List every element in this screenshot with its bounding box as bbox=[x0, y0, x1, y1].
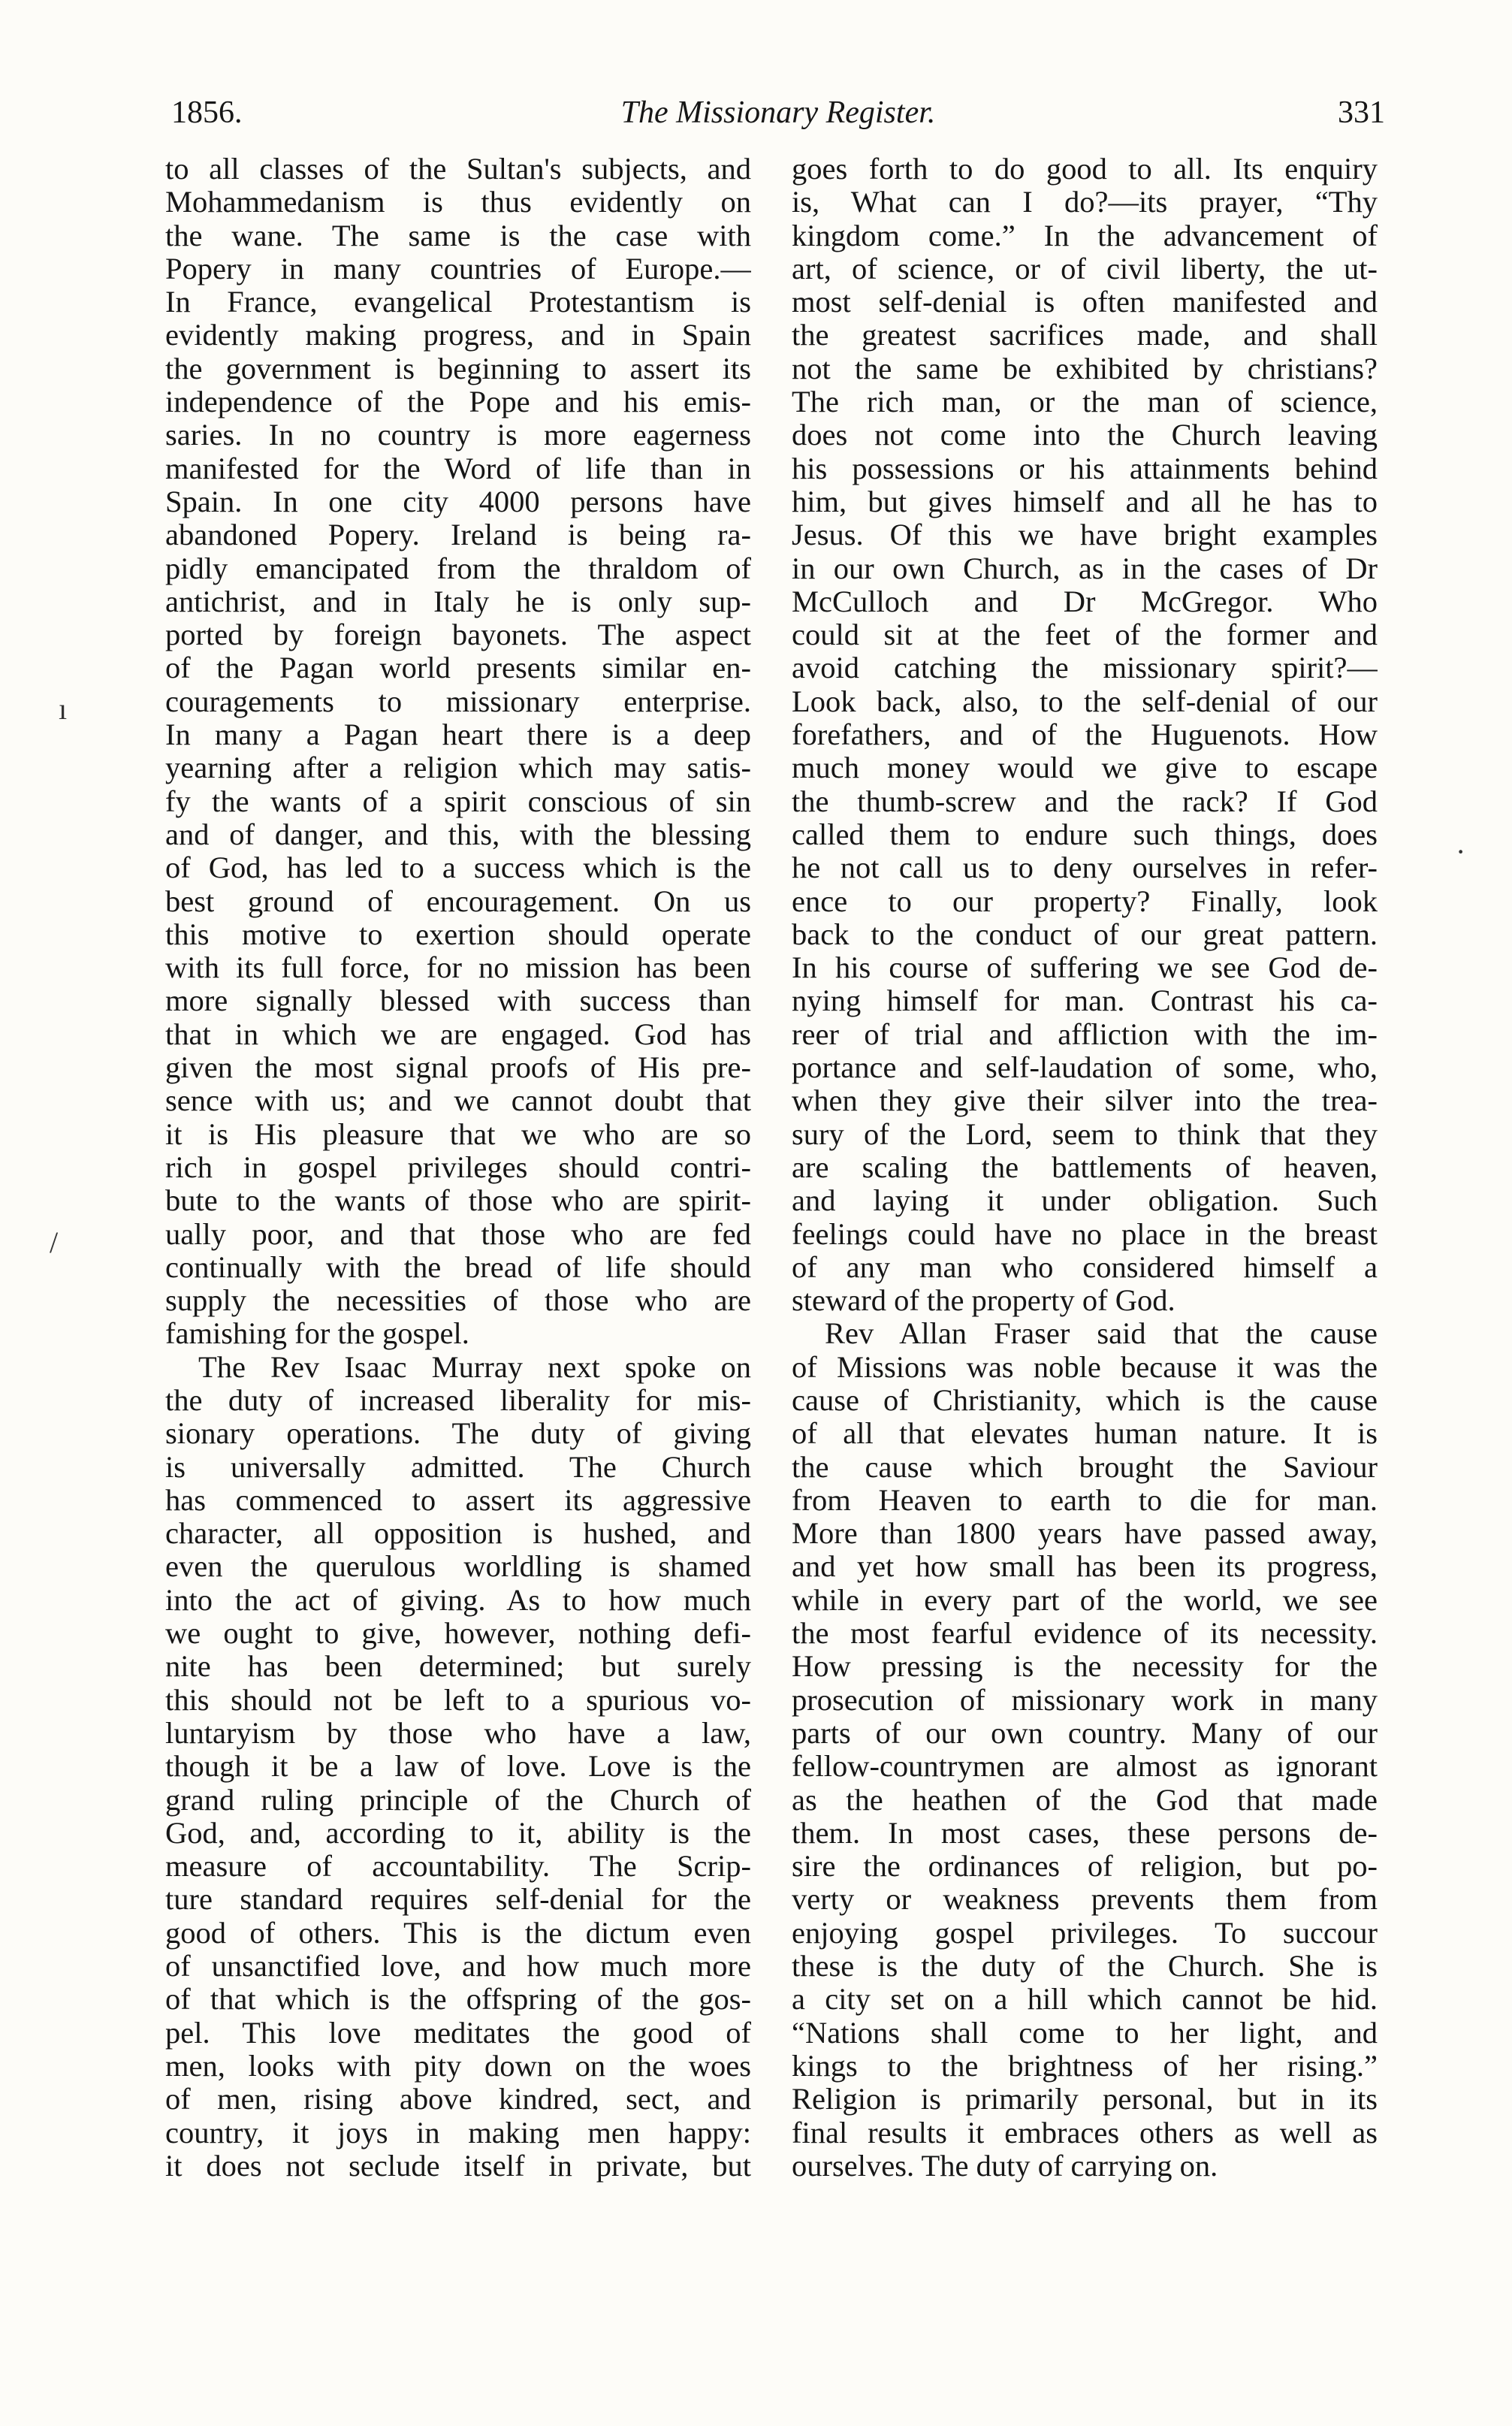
text-line: In many a Pagan heart there is a deep bbox=[165, 718, 751, 752]
text-line: In France, evangelical Protestantism is bbox=[165, 286, 751, 319]
text-line: bute to the wants of those who are spirit- bbox=[165, 1184, 751, 1218]
text-line: men, looks with pity down on the woes bbox=[165, 2049, 751, 2083]
text-line: grand ruling principle of the Church of bbox=[165, 1783, 751, 1817]
text-line: into the act of giving. As to how much bbox=[165, 1583, 751, 1617]
text-line: of men, rising above kindred, sect, and bbox=[165, 2083, 751, 2116]
text-line: Jesus. Of this we have bright examples bbox=[792, 518, 1378, 552]
text-line: continually with the bread of life should bbox=[165, 1250, 751, 1284]
text-line: has commenced to assert its aggressive bbox=[165, 1483, 751, 1517]
text-line: a city set on a hill which cannot be hid. bbox=[792, 1983, 1378, 2017]
text-line: does not come into the Church leaving bbox=[792, 418, 1378, 452]
text-line: ture standard requires self-denial for the bbox=[165, 1883, 751, 1917]
text-line: sury of the Lord, seem to think that they bbox=[792, 1117, 1378, 1151]
text-line: the wane. The same is the case with bbox=[165, 219, 751, 252]
text-line: with its full force, for no mission has been bbox=[165, 951, 751, 985]
text-line: steward of the property of God. bbox=[792, 1284, 1175, 1318]
text-line: character, all opposition is hushed, and bbox=[165, 1517, 751, 1551]
text-line: these is the duty of the Church. She is bbox=[792, 1950, 1378, 1983]
text-line: not the same be exhibited by christians? bbox=[792, 352, 1378, 385]
text-line: final results it embraces others as well as bbox=[792, 2116, 1378, 2150]
text-line: kings to the brightness of her rising.” bbox=[792, 2049, 1378, 2083]
text-line: sionary operations. The duty of giving bbox=[165, 1417, 751, 1451]
text-line: McCulloch and Dr McGregor. Who bbox=[792, 585, 1378, 618]
text-line: of that which is the offspring of the gos- bbox=[165, 1983, 751, 2017]
text-line: fellow-countrymen are almost as ignorant bbox=[792, 1750, 1378, 1784]
text-line: The Rev Isaac Murray next spoke on bbox=[198, 1350, 751, 1384]
text-line: kingdom come.” In the advancement of bbox=[792, 219, 1378, 252]
text-line: goes forth to do good to all. Its enquiry bbox=[792, 153, 1378, 186]
text-line: most self-denial is often manifested and bbox=[792, 286, 1378, 319]
text-line: couragements to missionary enterprise. bbox=[165, 684, 751, 718]
text-line: the government is beginning to assert its bbox=[165, 352, 751, 385]
text-line: much money would we give to escape bbox=[792, 751, 1378, 785]
text-line: parts of our own country. Many of our bbox=[792, 1716, 1378, 1750]
text-line: “Nations shall come to her light, and bbox=[792, 2016, 1378, 2050]
text-line: independence of the Pope and his emis- bbox=[165, 385, 751, 419]
text-line: nite has been determined; but surely bbox=[165, 1650, 751, 1684]
text-line: the cause which brought the Saviour bbox=[792, 1450, 1378, 1484]
text-line: sence with us; and we cannot doubt that bbox=[165, 1084, 751, 1118]
text-line: Religion is primarily personal, but in its bbox=[792, 2083, 1378, 2116]
text-line: manifested for the Word of life than in bbox=[165, 452, 751, 485]
margin-mark: · bbox=[1456, 835, 1466, 869]
left-column bbox=[165, 153, 751, 2183]
text-line: luntaryism by those who have a law, bbox=[165, 1716, 751, 1750]
right-column bbox=[792, 153, 1378, 2183]
text-line: while in every part of the world, we see bbox=[792, 1583, 1378, 1617]
margin-mark: ı bbox=[59, 692, 68, 726]
text-line: pidly emancipated from the thraldom of bbox=[165, 551, 751, 585]
text-line: of all that elevates human nature. It is bbox=[792, 1417, 1378, 1451]
page-number: 331 bbox=[1338, 95, 1385, 130]
text-line: as the heathen of the God that made bbox=[792, 1783, 1378, 1817]
text-line: could sit at the feet of the former and bbox=[792, 618, 1378, 652]
text-line: sire the ordinances of religion, but po- bbox=[792, 1850, 1378, 1884]
text-line: it is His pleasure that we who are so bbox=[165, 1117, 751, 1151]
text-line: his possessions or his attainments behind bbox=[792, 452, 1378, 485]
running-header bbox=[171, 89, 1385, 137]
text-line: to all classes of the Sultan's subjects, and bbox=[165, 153, 751, 186]
text-line: ence to our property? Finally, look bbox=[792, 884, 1378, 918]
text-line: called them to endure such things, does bbox=[792, 817, 1378, 851]
text-line: of the Pagan world presents similar en- bbox=[165, 651, 751, 685]
text-line: is universally admitted. The Church bbox=[165, 1450, 751, 1484]
text-line: evidently making progress, and in Spain bbox=[165, 319, 751, 352]
text-line: How pressing is the necessity for the bbox=[792, 1650, 1378, 1684]
text-line: back to the conduct of our great pattern. bbox=[792, 917, 1378, 951]
header-title: The Missionary Register. bbox=[620, 95, 936, 130]
header-year: 1856. bbox=[171, 95, 243, 130]
text-line: though it be a law of love. Love is the bbox=[165, 1750, 751, 1784]
text-line: him, but gives himself and all he has to bbox=[792, 485, 1378, 518]
text-line: of any man who considered himself a bbox=[792, 1250, 1378, 1284]
text-line: verty or weakness prevents them from bbox=[792, 1883, 1378, 1917]
text-line: fy the wants of a spirit conscious of sin bbox=[165, 784, 751, 818]
text-line: forefathers, and of the Huguenots. How bbox=[792, 718, 1378, 752]
text-line: portance and self-laudation of some, who, bbox=[792, 1051, 1378, 1085]
text-line: antichrist, and in Italy he is only sup- bbox=[165, 585, 751, 618]
text-line: this should not be left to a spurious vo- bbox=[165, 1683, 751, 1717]
text-line: country, it joys in making men happy: bbox=[165, 2116, 751, 2150]
text-line: Look back, also, to the self-denial of our bbox=[792, 684, 1378, 718]
text-line: pel. This love meditates the good of bbox=[165, 2016, 751, 2050]
text-line: Mohammedanism is thus evidently on bbox=[165, 186, 751, 219]
text-line: and laying it under obligation. Such bbox=[792, 1184, 1378, 1218]
text-line: feelings could have no place in the breast bbox=[792, 1217, 1378, 1251]
text-line: Rev Allan Fraser said that the cause bbox=[825, 1317, 1378, 1351]
text-line: enjoying gospel privileges. To succour bbox=[792, 1916, 1378, 1950]
text-line: when they give their silver into the trea- bbox=[792, 1084, 1378, 1118]
text-line: abandoned Popery. Ireland is being ra- bbox=[165, 518, 751, 552]
text-line: nying himself for man. Contrast his ca- bbox=[792, 984, 1378, 1018]
text-line: ually poor, and that those who are fed bbox=[165, 1217, 751, 1251]
text-line: of Missions was noble because it was the bbox=[792, 1350, 1378, 1384]
text-line: More than 1800 years have passed away, bbox=[792, 1517, 1378, 1551]
text-line: the duty of increased liberality for mis- bbox=[165, 1383, 751, 1417]
text-line: of unsanctified love, and how much more bbox=[165, 1950, 751, 1983]
text-line: them. In most cases, these persons de- bbox=[792, 1816, 1378, 1850]
text-line: the most fearful evidence of its necessity. bbox=[792, 1617, 1378, 1651]
text-line: Spain. In one city 4000 persons have bbox=[165, 485, 751, 518]
text-line: more signally blessed with success than bbox=[165, 984, 751, 1018]
text-line: good of others. This is the dictum even bbox=[165, 1916, 751, 1950]
text-line: are scaling the battlements of heaven, bbox=[792, 1150, 1378, 1184]
text-line: of God, has led to a success which is the bbox=[165, 851, 751, 885]
text-line: this motive to exertion should operate bbox=[165, 917, 751, 951]
text-line: he not call us to deny ourselves in refer- bbox=[792, 851, 1378, 885]
text-line: from Heaven to earth to die for man. bbox=[792, 1483, 1378, 1517]
text-line: and of danger, and this, with the blessing bbox=[165, 817, 751, 851]
text-line: supply the necessities of those who are bbox=[165, 1284, 751, 1318]
text-line: in our own Church, as in the cases of Dr bbox=[792, 551, 1378, 585]
text-line: rich in gospel privileges should contri- bbox=[165, 1150, 751, 1184]
text-line: the thumb-screw and the rack? If God bbox=[792, 784, 1378, 818]
text-line: God, and, according to it, ability is the bbox=[165, 1816, 751, 1850]
text-line: yearning after a religion which may satis- bbox=[165, 751, 751, 785]
text-line: best ground of encouragement. On us bbox=[165, 884, 751, 918]
text-line: prosecution of missionary work in many bbox=[792, 1683, 1378, 1717]
text-line: we ought to give, however, nothing defi- bbox=[165, 1617, 751, 1651]
text-line: avoid catching the missionary spirit?— bbox=[792, 651, 1378, 685]
text-line: is, What can I do?—its prayer, “Thy bbox=[792, 186, 1378, 219]
text-line: ported by foreign bayonets. The aspect bbox=[165, 618, 751, 652]
text-line: it does not seclude itself in private, but bbox=[165, 2149, 751, 2183]
text-line: reer of trial and affliction with the im- bbox=[792, 1017, 1378, 1051]
text-line: given the most signal proofs of His pre- bbox=[165, 1051, 751, 1085]
text-line: In his course of suffering we see God de- bbox=[792, 951, 1378, 985]
text-line: ourselves. The duty of carrying on. bbox=[792, 2149, 1218, 2183]
text-line: saries. In no country is more eagerness bbox=[165, 418, 751, 452]
text-line: cause of Christianity, which is the cause bbox=[792, 1383, 1378, 1417]
text-line: Popery in many countries of Europe.— bbox=[165, 252, 751, 286]
text-line: famishing for the gospel. bbox=[165, 1317, 469, 1351]
text-line: The rich man, or the man of science, bbox=[792, 385, 1378, 419]
margin-mark: / bbox=[50, 1225, 59, 1259]
text-line: art, of science, or of civil liberty, the ut- bbox=[792, 252, 1378, 286]
text-line: and yet how small has been its progress, bbox=[792, 1550, 1378, 1584]
text-line: even the querulous worldling is shamed bbox=[165, 1550, 751, 1584]
text-line: measure of accountability. The Scrip- bbox=[165, 1850, 751, 1884]
text-line: that in which we are engaged. God has bbox=[165, 1017, 751, 1051]
text-line: the greatest sacrifices made, and shall bbox=[792, 319, 1378, 352]
